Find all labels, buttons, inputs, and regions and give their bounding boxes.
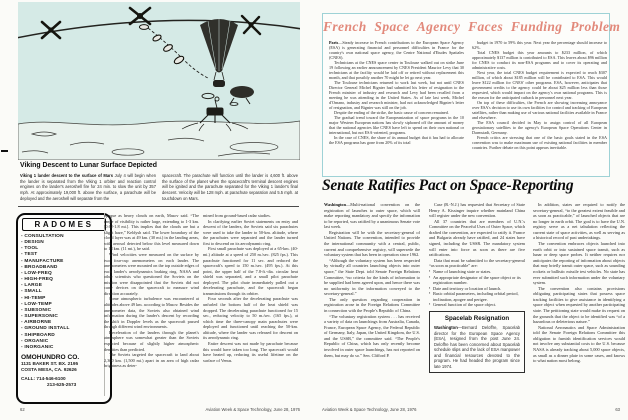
ad-title: RADOMES <box>22 218 106 231</box>
article-paragraph: Data that must be submitted to the secretary-general “as soon as practicable” are: <box>429 257 525 269</box>
article-paragraph: The only question regarding cooperation in registration arose in the Foreign Relations Committee in connection with the People's Republic of China. <box>324 296 420 313</box>
caption-lead: Viking 1 lander descent to the surface of Mars <box>20 173 113 178</box>
article-paragraph: Total CNES budget this year amounts to $233 million, of which approximately $137 million is contributed to ESA. This leaves about $96 million for CNES to conduct its non-ESA programs and to cover its operating and administrative costs. <box>472 50 607 71</box>
dateline: Paris <box>329 40 339 45</box>
article-paragraph: budget in 1970 to 59% this year. Next year the percentage should increase to 62%. <box>472 40 607 51</box>
bullet-list-item: ▪ General function of the space object. <box>429 302 525 308</box>
article-paragraph: opaque as heavy clouds on earth, Masov said. “The range of visibility is rather large, extending to 1-3 km. [0.62-1.8 mi.]. This implies that the clouds are but a slight haze,” Keldysh said. The lower boundary of the cloud layer was at 49 km. (30 mi.) in the landing areas, with aerosol detected below this level measured down to 18 km. (11 mi.), he said. <box>104 213 199 252</box>
bullet-list-item: ▪ Name of launching state or states. <box>429 269 525 275</box>
ad-service-item: - SHIPBOARD <box>21 333 107 339</box>
spacelab-resignation-box <box>429 311 525 373</box>
article-paragraph: “The voluntary registration system . . . has received a variety of data on launchings from Australia, Canada, France, European Space Agency, the Federal Republic of Germany, Italy, Japan, the United Kingdom, the U.S. and the USSR,” the committee said. “The People's Republic of China, which has only recently become involved in outer space launchings, has not reported on them, but may do so.” Sen. Clifford P. <box>324 313 420 358</box>
bullet-list-item: ▪ Date and territory or location of launch. <box>429 286 525 292</box>
section-divider-rule <box>18 206 299 207</box>
spacelab-box-title: Spacelab Resignation <box>444 314 510 322</box>
article-paragraph: In addition, states are required to notify the secretary-general, “to the greatest extent feasible and as soon as practicable,” of launched objects that are no longer in earth orbit. The goal is to have the U.N. registry serve as a net tabulation reflecting the current state of space activities, as well as serving as a historical record of past undertakings. <box>533 202 625 241</box>
article-paragraph: The convention embraces objects launched into earth orbit or into sustained space transit, such as lunar or deep space probes. It neither requires nor anticipates the reporting of information about objects that may briefly transit outer space, such as sounding rockets or ballistic missile test vehicles. No state has ever submitted such information under the voluntary system. <box>533 241 625 286</box>
senate-article-column-1 <box>324 202 420 398</box>
venus-article-column-3 <box>203 213 298 396</box>
article-paragraph: On top of these difficulties, the French are showing increasing annoyance over ESA's decision to use its own facilities for control and tracking of European satellites, rather than making use of various national facilities available in France and elsewhere. <box>472 100 607 121</box>
dateline: Washington <box>434 325 458 331</box>
ad-service-item: - CONSULTATION <box>21 234 107 240</box>
french-article-headline: French Space Agency Faces Funding Problem <box>323 19 621 34</box>
radomes-ad <box>16 213 112 404</box>
article-paragraph: All 37 countries that are members of U.N.'s Committee on the Peaceful Uses of Outer Space, which drafted the convention, are expected to ratify it. France and Bulgaria already have ratified, and 24 states have signed, including the USSR. The mandatory system will enter into force as soon as there are five ratifications. <box>429 218 525 258</box>
article-paragraph: mined from ground-based radar studies. <box>203 213 271 218</box>
french-article-column-1 <box>329 40 464 172</box>
ad-service-item: - SUPERSONIC <box>21 314 107 320</box>
article-paragraph: The gradual trend toward the Europeanization of space programs in the 10 major Western European nations has slowly siphoned off the amount of money that the national agencies like CNES have left to spend on their own national or international, but not ESA-oriented, programs. <box>329 115 464 136</box>
french-article-box <box>322 13 621 177</box>
article-paragraph: Some atmospheric turbulence was encountered at altitudes above 49 km. according to Masov. Besides the anemometer data, the Soviets also obtained wind information during the lander's descent by recording the shift in Doppler levels as the spacecraft passed through different wind environments. <box>104 296 199 330</box>
article-paragraph: The convention also contains provisions obligating participating states that possess space tracking facilities to give assistance in identifying a space object when requested by another participating state. The petitioning state would make its request on the grounds that the object to be identified was “of a hazardous or deleterious nature.” <box>533 285 625 325</box>
magazine-footer-left: Aviation Week & Space Technology, June 28, 1976 <box>205 407 300 412</box>
ad-service-list <box>21 234 107 351</box>
ad-service-item: - SMALL <box>21 289 107 295</box>
article-paragraph: The Soviets targeted the spacecraft to land about 2,300 km. (1,500 mi.) apart in an area of high radar brightness as deter- <box>104 352 199 369</box>
article-paragraph: Technicians at the CNES space center in Toulouse walked out on strike June 19 following an earlier announcement by CNES President Maurice Levy that 30 technicians at the facility would be laid off or retired without replacement this month, and that possibly another 70 might be let go next year. <box>329 60 464 81</box>
bullet-list-item: ▪ An appropriate designator of the space object or its registration number. <box>429 275 525 286</box>
dateline: Washington <box>324 202 346 207</box>
ad-service-item: - GROUND INSTALL <box>21 326 107 332</box>
article-paragraph: Registration will be with the secretary-general of United Nations. The convention, intended to provide the international community with a central, public, current and comprehensive registry, will supersede the voluntary system that has been in operation since 1962. <box>324 229 420 258</box>
article-paragraph: “Although the voluntary system has been respected by virtually all countries launching objects into outer space,” the State Dept. told Senate Foreign Relations Committee, “no criteria for the kinds of information to be supplied had been agreed upon, and hence there was no uniformity in the information conveyed to the secretary-general.” <box>324 257 420 297</box>
article-text: —Multi-national convention on the registration of launches to outer space, which will make reporting mandatory and specify the information to be reported, was ratified by a unanimous Senate vote last week. <box>324 202 420 230</box>
ad-service-item: - LOW-FREQ <box>21 271 107 277</box>
article-text: —Steady increase in French contributions to the European Space Agency (ESA) is generating financial and personnel difficulties in France for the country's own national space agency, the Centre National d'Etudes Spatiales (CNES). <box>329 40 464 61</box>
venus-article-column-2 <box>104 213 199 396</box>
article-paragraph: The ESA council decided in May to assign control of all European geostationary satellites to the agency's European Space Operations Center in Darmstadt, Germany. <box>472 120 607 136</box>
article-paragraph: The Toulouse technicians returned to work last week, but not until CNES Director General Michel Bignier had submitted his letter of resignation to the French minister of industry and research and Levy had been recalled from a meeting he was attending in the United States. As of late last week, Michel d'Ornano, industry and research minister, had not acknowledged Bignier's letter of resignation, and Bignier was still on the job. <box>329 80 464 111</box>
bullet-list-item: ▪ Basic orbital parameters, including orbital period, inclination, apogee and perigee. <box>429 291 525 302</box>
mars-surface <box>18 121 300 160</box>
article-paragraph: Despite the ending of the strike, the basic cause of concern remained. <box>334 110 449 116</box>
article-paragraph: Entire descent was not made by parachute because this would have taken too long. The spacecraft would have heated up, reducing its useful lifetime on the surface of Venus. <box>203 340 298 363</box>
senate-article-column-3 <box>533 202 625 398</box>
ad-service-item: - AIRBORNE <box>21 320 107 326</box>
ad-address-line2: COSTA MESA, CA. 92626 <box>21 366 77 372</box>
article-paragraph: In clarifying earlier Soviet statements on entry and descent of the landers, the Soviets said six parachutes were used to take the lander to 50-km. altitude, where the parachutes were separated and the lander turned first to descend on its aerodynamic ring. <box>203 218 298 246</box>
article-paragraph: Wind velocities were measured on the surface by two four-cup anemometers on each lander. The anemometers were mounted on the top outside edges of each lander's aerodynamics braking ring. NASA and other scientists who questioned the Soviets on the mission were disappointed that the Soviets did not carry devices on the spacecraft to measure wind direction accurately. <box>104 251 199 296</box>
article-paragraph: French critics are stressing that one of the basic goals stated in the ESA convention was to make maximum use of existing national facilities in member countries. Further debate on this point appears inevitable. <box>472 135 607 151</box>
ad-service-item: - INORGANIC <box>21 345 107 351</box>
article-paragraph: First small parachute was deployed at a 65-km. (40-mi.) altitude at a speed of 250 m./sec. (825 fps.). This parachute functioned for 11 sec. and reduced the spacecraft's speed to 150 m./sec. (495 fps.). At this point, the upper half of the 7.8-ft.-dia. circular heat shield was separated, and a small pilot parachute deployed. The pilot chute immediately pulled out a decelerating parachute, and the spacecraft began transmissions through its orbiter. <box>203 246 298 296</box>
article-paragraph: Deceleration of the landers through the planet's atmosphere was somewhat greater than the Soviets expected because of slightly higher atmospheric densities than predicted. <box>104 329 199 352</box>
ad-service-item: - LARGE <box>21 283 107 289</box>
ad-service-item: - BROADBAND <box>21 265 107 271</box>
ad-service-item: - MANUFACTURE <box>21 259 107 265</box>
ad-service-item: - SUBSONIC <box>21 308 107 314</box>
ad-service-item: - HIGH-FREQ <box>21 277 107 283</box>
viking-descent-illustration <box>18 2 300 160</box>
ad-service-item: - TOOL <box>21 246 107 252</box>
caption-column-2: spacecraft. The parachute will function until the lander is 4,600 ft. above the surface of the planet when the spacecraft's terminal descent engines will be ignited and the parachute separated for the Viking 1 lander's final descent. Velocity will be 128 mph. at parachute separation and 5.5 mph. at touchdown on Mars. <box>162 173 298 201</box>
ad-company-name: OMOHUNDRO CO. <box>21 353 80 361</box>
article-paragraph: Four seconds after the decelerating parachute was unfurled the bottom half of the heat shield was dropped. The decelerating parachute functioned for 15 sec., reducing velocity to 50 m./sec. (165 fps.), at which time the three-canopy main parachutes were deployed and functioned until reaching the 50-km. altitude, where the lander was released for descent on its aerodynamic ring. <box>203 296 298 341</box>
ad-service-item: - DESIGN <box>21 240 107 246</box>
article-paragraph: Next year, the total CNES budget requirement is expected to reach $307 million, of which about $185 million will be contributed to ESA. This would leave $122 million for CNES' other programs. ESA, however, anticipates that government credits to the agency could be about $25 million less than those requested, which would impact on the agency's own national programs. This is the reason for the anticipated cutback in personnel next year. <box>472 70 607 101</box>
ad-address-line1: 1131 BAKER ST. BX. 2195 <box>21 360 79 366</box>
ad-phone-1: CALL: 714-546-6100 <box>21 375 66 381</box>
article-paragraph: National Aeronautics and Space Administration told the Senate Foreign Relations Committee this obligation to furnish identification services would not involve any substantial costs to the U.S. because NASA is already tracking about 5,000 space objects, as small as a dinner plate in some cases, and knows to what nation most belong. <box>533 324 625 364</box>
senate-article-column-2 <box>429 202 525 398</box>
caption-column-1 <box>20 173 156 201</box>
page-number-right: 63 <box>615 407 620 412</box>
french-article-column-2 <box>472 40 607 172</box>
ad-phone-2: 213-625-2573 <box>47 381 77 387</box>
illustration-caption-title: Viking Descent to Lunar Surface Depicted <box>20 162 157 169</box>
caption-text: July 4 will begin when the lander is separated from the Viking 1 orbiter and reaction control engines on the lander's aeroshell fire for 24 min. to slow the unit by 357 mph. At approximately 19,000 ft. above the surface, a parachute will be deployed and the aeroshell will separate from the <box>20 173 156 201</box>
article-text: —Bernard Deloffre, Spacelab director for the European Space Agency (ESA), resigned from the post June 24. Deloffre has been concerned about Spacelab schedule slips and the lack of ESA manpower and financial resources devoted to the program. He had headed the program since late 1974. <box>434 325 520 369</box>
ad-service-item: - ORGANIC <box>21 339 107 345</box>
ad-service-item: - HI-TEMP <box>21 296 107 302</box>
ad-service-item: - TEST <box>21 252 107 258</box>
article-paragraph: In the case of CNES, the share of its annual budget that it has had to allocate the ESA programs has gone from 20% of its total <box>329 135 464 146</box>
registration-mark <box>1 150 8 152</box>
senate-article-headline: Senate Ratifies Pact on Space-Reporting <box>322 177 574 194</box>
magazine-footer-right: Aviation Week & Space Technology, June 28, 1976 <box>322 407 417 412</box>
article-paragraph: Case (R.-N.J.) has requested that Secretary of State Henry A. Kissinger inquire whether mainland China will register under the new convention. <box>429 202 525 219</box>
ad-service-item: - LOW-TEMP <box>21 302 107 308</box>
page-number-left: 62 <box>20 407 25 412</box>
